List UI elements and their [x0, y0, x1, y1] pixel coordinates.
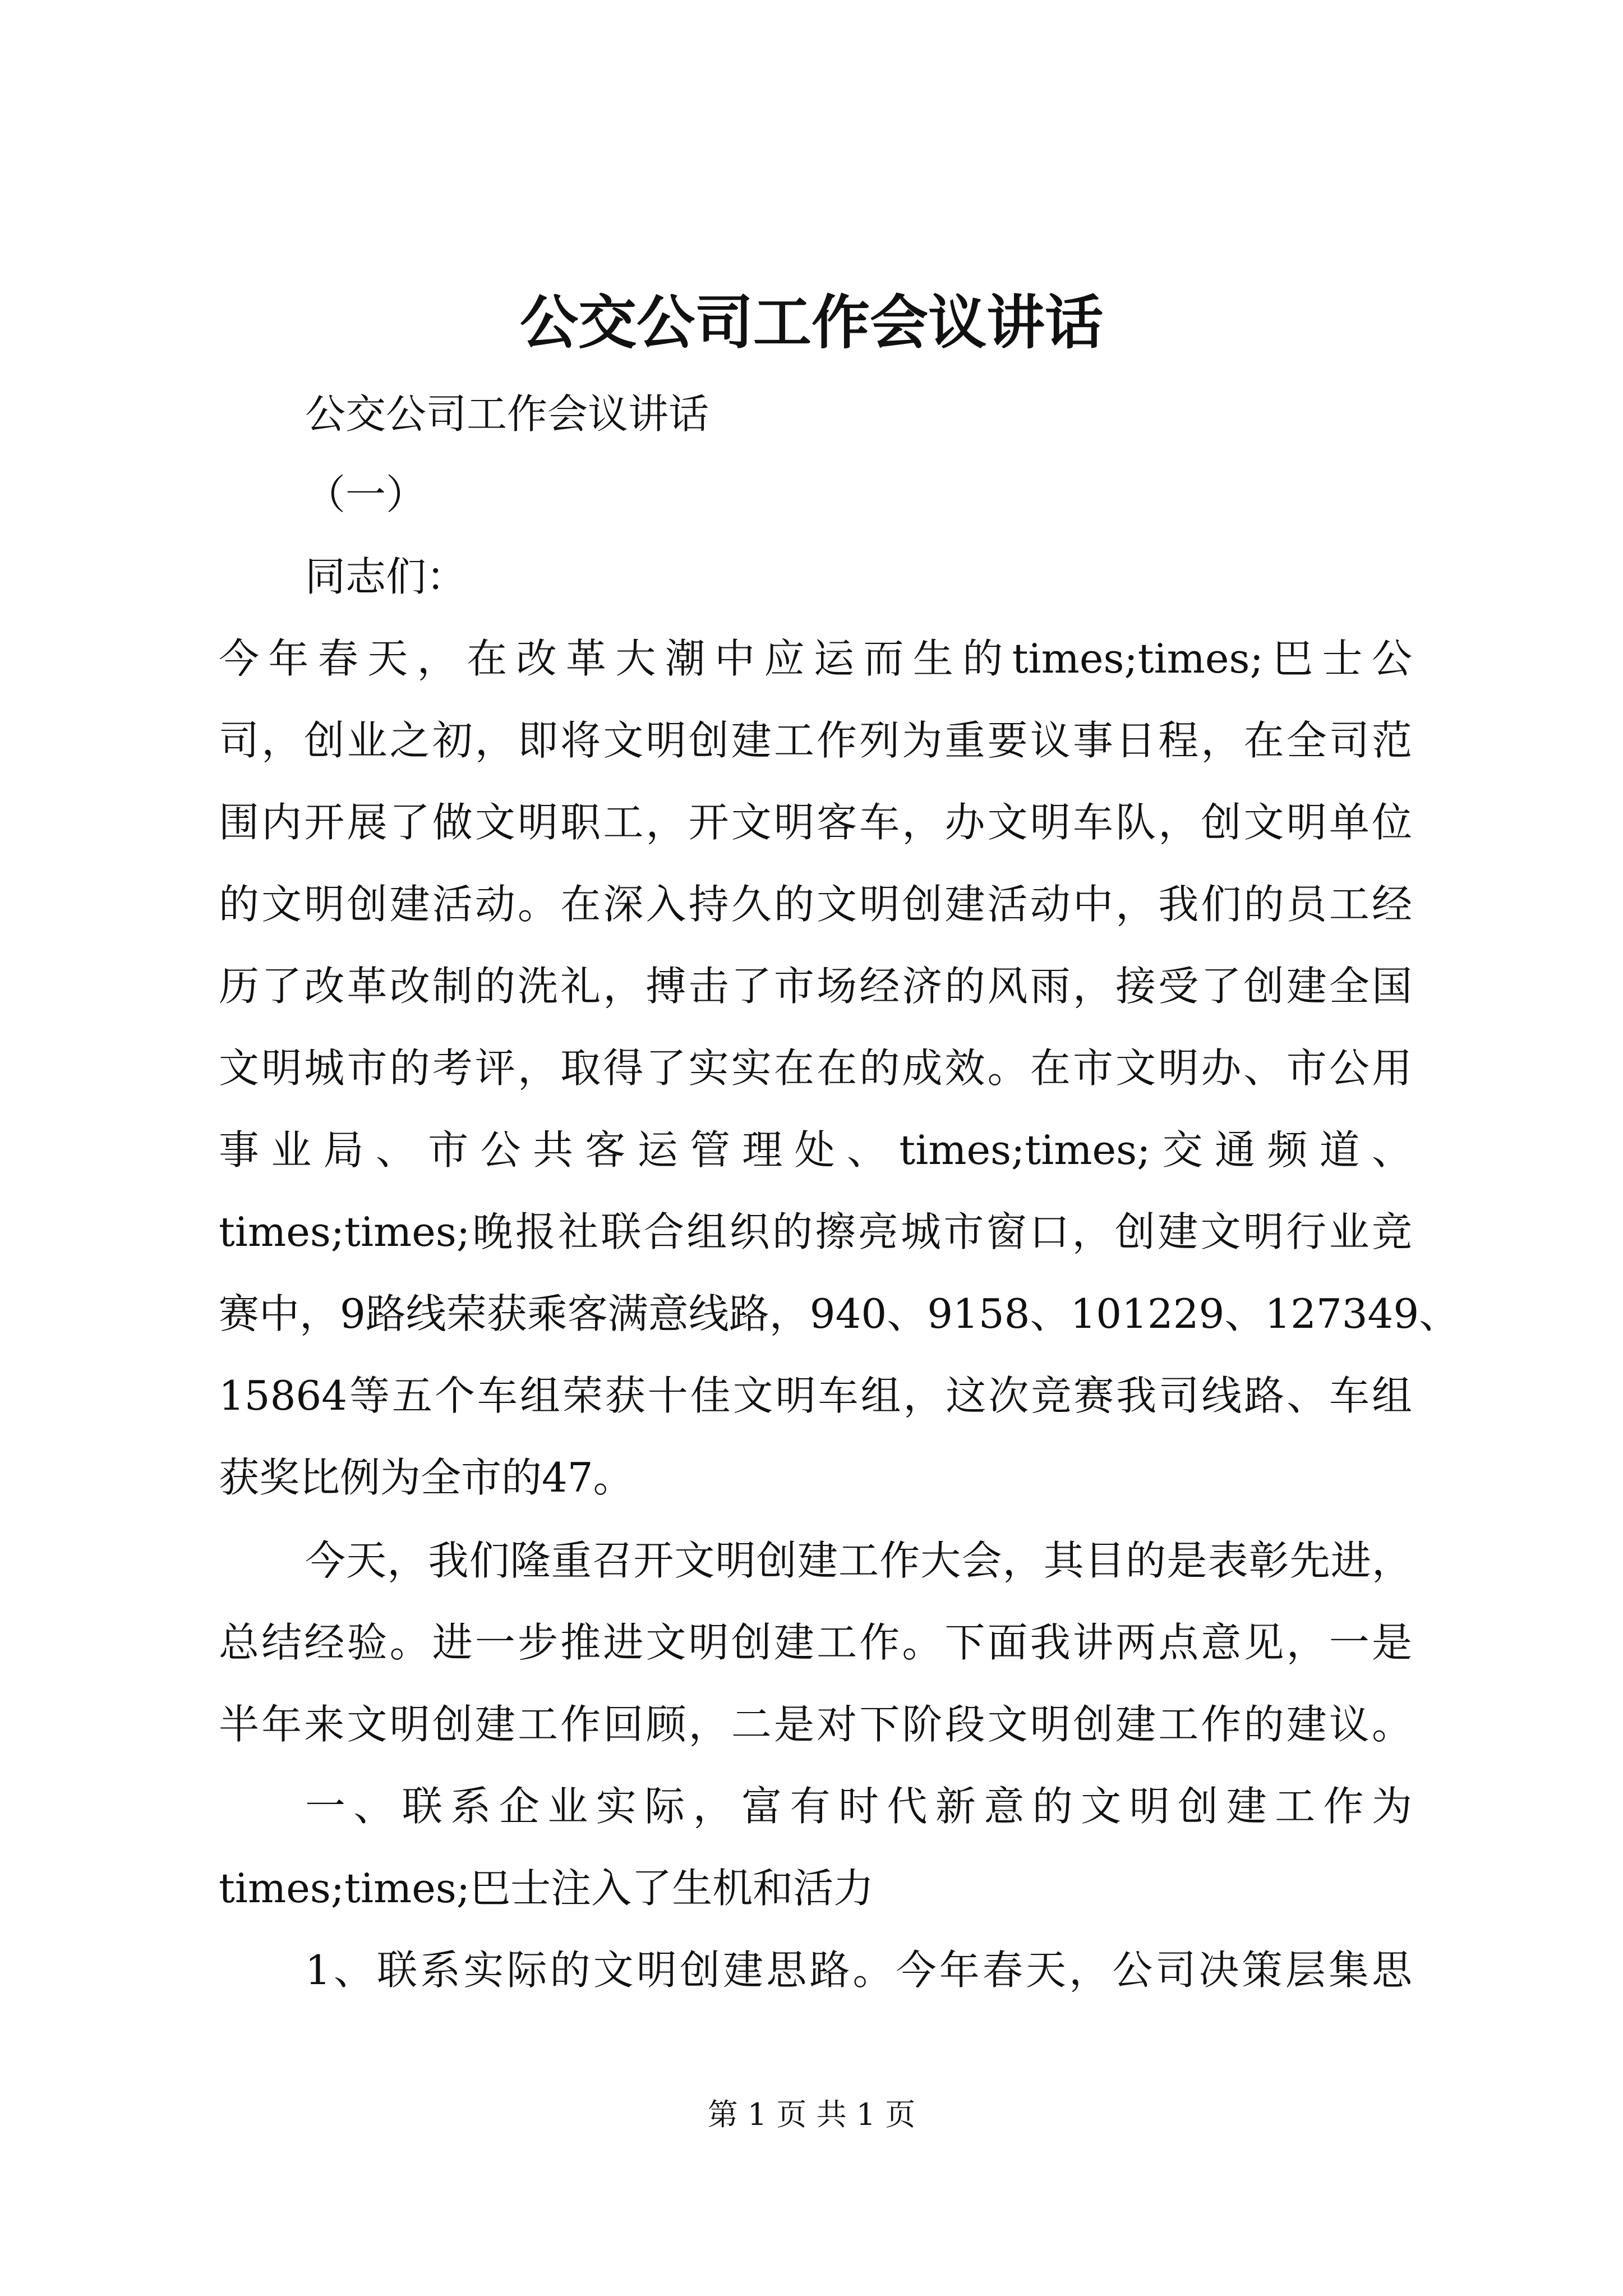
section-number: （一）: [305, 471, 427, 518]
paragraph-line: 总结经验。进一步推进文明创建工作。下面我讲两点意见，一是: [219, 1619, 1412, 1666]
paragraph-line: 文明城市的考评，取得了实实在在的成效。在市文明办、市公用: [219, 1045, 1412, 1092]
paragraph-line: 今天，我们隆重召开文明创建工作大会，其目的是表彰先进，: [305, 1537, 1412, 1584]
document-title: 公交公司工作会议讲话: [519, 288, 1103, 357]
subtitle-line: 公交公司工作会议讲话: [305, 390, 709, 438]
paragraph-line: 的文明创建活动。在深入持久的文明创建活动中，我们的员工经: [219, 881, 1412, 928]
paragraph-line: 1、联系实际的文明创建思路。今年春天，公司决策层集思: [305, 1947, 1412, 1994]
paragraph-line: 历了改革改制的洗礼，搏击了市场经济的风雨，接受了创建全国: [219, 963, 1412, 1010]
paragraph-line: 半年来文明创建工作回顾，二是对下阶段文明创建工作的建议。: [219, 1701, 1412, 1748]
paragraph-line: times;times;晚报社联合组织的擦亮城市窗口，创建文明行业竞: [219, 1208, 1412, 1255]
paragraph-line: 15864等五个车组荣获十佳文明车组，这次竞赛我司线路、车组: [219, 1372, 1412, 1419]
paragraph-line: 获奖比例为全市的47。: [219, 1454, 634, 1501]
heading-line: 一、联系企业实际，富有时代新意的文明创建工作为: [305, 1783, 1412, 1830]
paragraph-line: 今年春天，在改革大潮中应运而生的times;times;巴士公: [219, 635, 1412, 682]
heading-line: times;times;巴士注入了生机和活力: [219, 1865, 874, 1912]
page-footer: 第 1 页 共 1 页: [707, 2097, 916, 2132]
salutation: 同志们：: [305, 553, 467, 600]
paragraph-line: 司，创业之初，即将文明创建工作列为重要议事日程，在全司范: [219, 717, 1412, 764]
paragraph-line: 事业局、市公共客运管理处、times;times;交通频道、: [219, 1126, 1412, 1174]
paragraph-line: 赛中，9路线荣获乘客满意线路，940、9158、101229、127349、: [219, 1290, 1460, 1337]
paragraph-line: 围内开展了做文明职工，开文明客车，办文明车队，创文明单位: [219, 799, 1412, 846]
